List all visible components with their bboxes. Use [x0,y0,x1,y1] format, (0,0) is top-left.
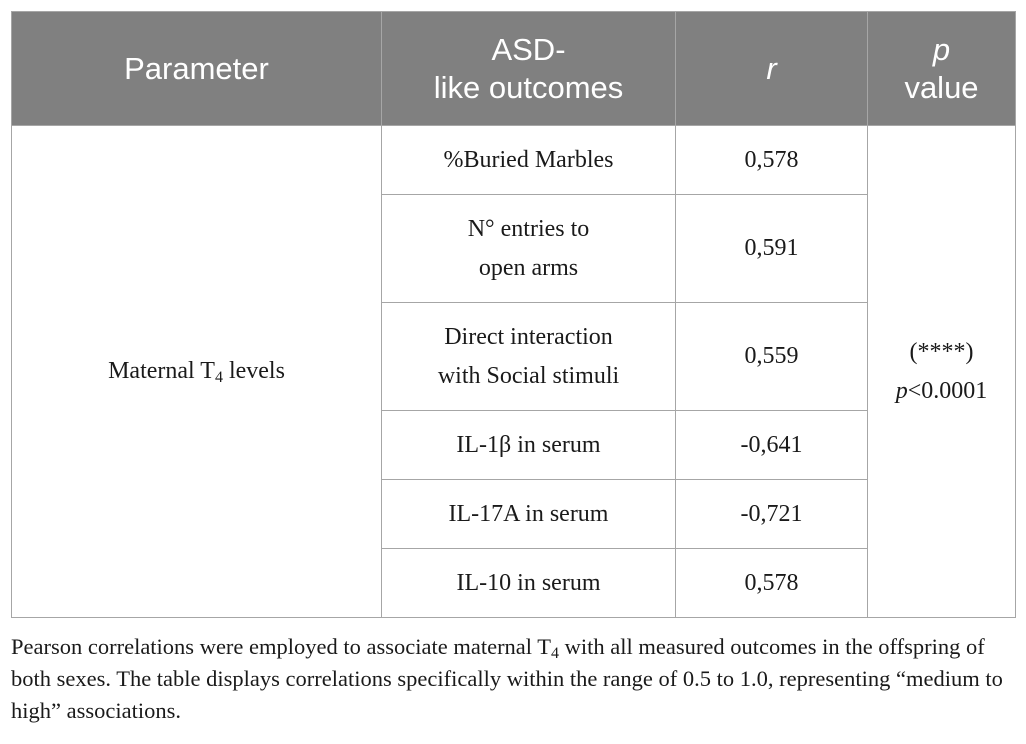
outcome-cell [382,126,676,195]
outcome-line2: open arms [478,254,579,281]
p-value-stars: (****) [909,338,974,365]
outcome-line1: IL-10 in serum [456,569,601,596]
footnote-part1: Pearson correlations were employed to associate maternal T [11,634,552,659]
header-r: r [676,12,868,126]
parameter-cell [12,126,382,618]
outcome-line1: IL-17A in serum [448,500,609,527]
r-cell: 0,578 [676,549,868,618]
header-outcomes-line2: like outcomes [433,69,624,105]
r-cell: 0,559 [676,303,868,411]
r-cell: 0,578 [676,126,868,195]
header-p-value [868,12,1016,126]
r-cell: 0,591 [676,195,868,303]
outcome-line1: N° entries to [467,215,590,242]
header-parameter: Parameter [12,12,382,126]
header-p-value-word: value [904,69,979,105]
header-outcomes [382,12,676,126]
p-value-text [874,372,1009,411]
outcome-cell [382,480,676,549]
r-cell: -0,721 [676,480,868,549]
p-value-rest: <0.0001 [907,377,988,404]
outcome-line2: with Social stimuli [437,362,620,389]
outcome-cell [382,411,676,480]
parameter-suffix: levels [222,358,285,384]
outcome-cell [382,549,676,618]
footnote-subscript: 4 [551,645,560,662]
outcome-line1: %Buried Marbles [443,146,614,173]
header-row [12,12,1016,126]
parameter-subscript: 4 [214,369,223,386]
footnote-part2: with all measured outcomes in the offspring of both sexes. The table displays correlations specifically within the range of 0.5 to 1.0, representing “medium to high” associations. [11,634,1003,723]
parameter-prefix: Maternal T [108,358,215,384]
header-p-letter: p [932,31,951,67]
p-value-p: p [895,377,908,404]
outcome-line1: Direct interaction [444,323,613,350]
r-cell: -0,641 [676,411,868,480]
outcome-cell [382,195,676,303]
header-outcomes-line1: ASD- [491,31,566,67]
table-footnote [11,631,1015,727]
p-value-cell [868,126,1016,618]
correlation-table [11,11,1016,618]
outcome-cell [382,303,676,411]
table-row [12,126,1016,195]
outcome-line1: IL-1β in serum [456,431,601,458]
